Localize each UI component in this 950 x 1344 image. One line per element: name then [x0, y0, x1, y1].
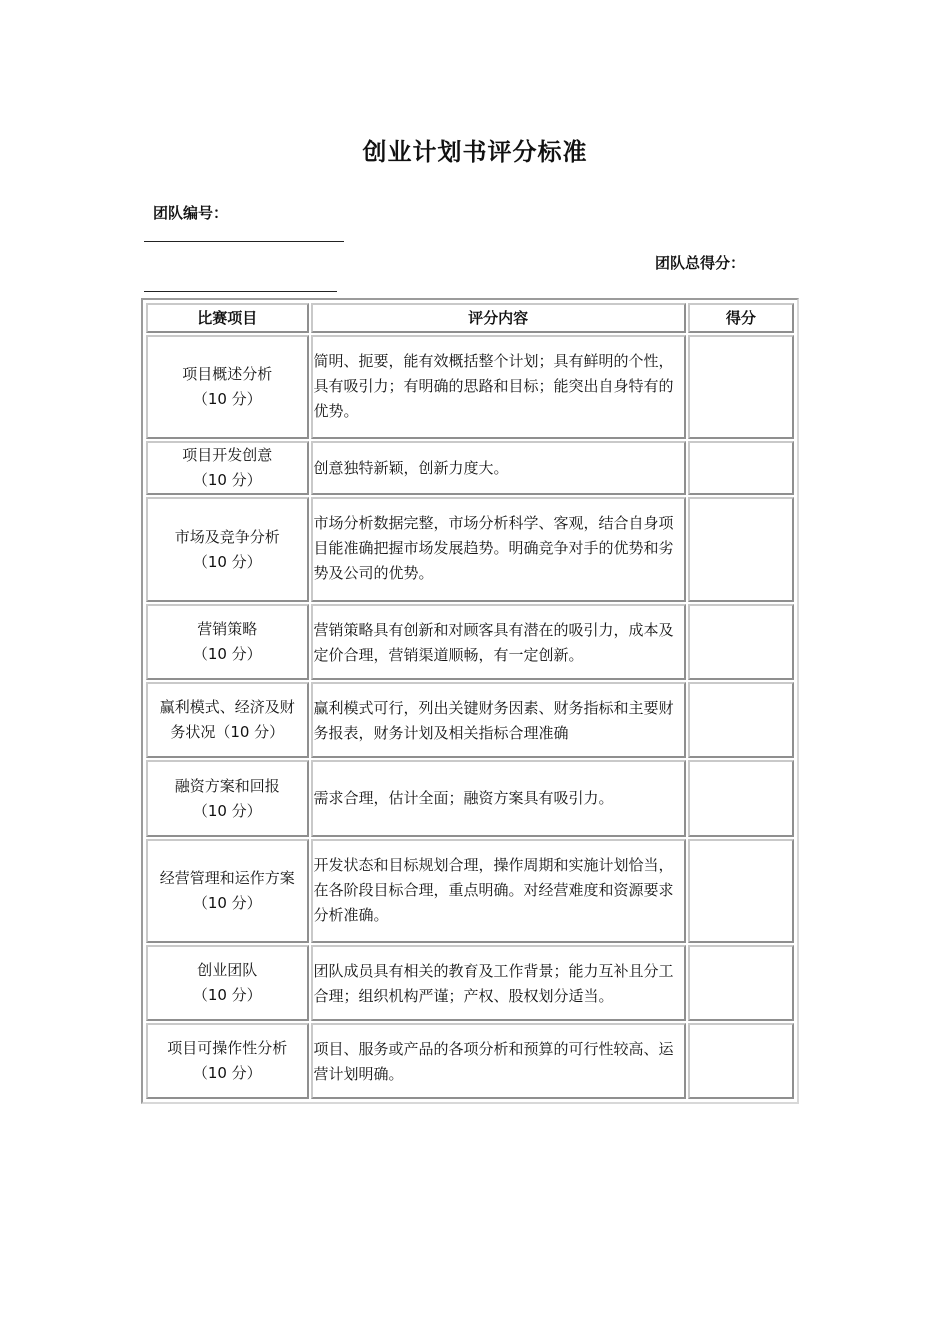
table-header-row	[146, 303, 794, 333]
table-row	[146, 839, 794, 943]
item-points: （10 分）	[192, 986, 262, 1004]
item-points: （10 分）	[192, 801, 262, 820]
score-cell[interactable]	[688, 760, 794, 837]
page-title: 创业计划书评分标准	[362, 138, 588, 166]
content-cell: 创意独特新颖，创新力度大。	[311, 441, 686, 495]
header-content: 评分内容	[311, 303, 686, 333]
content-cell: 团队成员具有相关的教育及工作背景；能力互补且分工合理；组织机构严谨；产权、股权划分适当。	[311, 945, 686, 1021]
header-item: 比赛项目	[146, 303, 309, 333]
content-cell: 赢利模式可行，列出关键财务因素、财务指标和主要财务报表，财务计划及相关指标合理准确	[311, 682, 686, 758]
table-row	[146, 682, 794, 758]
score-cell[interactable]	[688, 604, 794, 680]
table-row	[146, 335, 794, 439]
score-cell[interactable]	[688, 945, 794, 1021]
header-score: 得分	[688, 303, 794, 333]
item-cell	[146, 839, 309, 943]
table-row	[146, 497, 794, 602]
content-cell: 简明、扼要，能有效概括整个计划；具有鲜明的个性，具有吸引力；有明确的思路和目标；能突出自身特有的优势。	[311, 335, 686, 439]
item-cell	[146, 441, 309, 495]
content-cell: 项目、服务或产品的各项分析和预算的可行性较高、运营计划明确。	[311, 1023, 686, 1099]
score-cell[interactable]	[688, 682, 794, 758]
item-cell	[146, 604, 309, 680]
item-cell	[146, 335, 309, 439]
score-cell[interactable]	[688, 839, 794, 943]
score-cell[interactable]	[688, 497, 794, 602]
score-cell[interactable]	[688, 441, 794, 495]
item-points: （10 分）	[192, 645, 262, 663]
score-cell[interactable]	[688, 1023, 794, 1099]
item-name: 项目可操作性分析	[167, 1039, 288, 1057]
item-points: （10 分）	[192, 552, 262, 571]
item-name: 市场及竞争分析	[174, 527, 280, 546]
item-name: 营销策略	[197, 620, 258, 638]
score-cell[interactable]	[688, 335, 794, 439]
content-cell: 需求合理，估计全面；融资方案具有吸引力。	[311, 760, 686, 837]
item-cell	[146, 497, 309, 602]
table-row	[146, 441, 794, 495]
content-cell: 市场分析数据完整，市场分析科学、客观，结合自身项目能准确把握市场发展趋势。明确竞争对手的优势和劣势及公司的优势。	[311, 497, 686, 602]
total-score-blank-line	[144, 291, 337, 292]
team-number-label: 团队编号：	[153, 204, 229, 222]
table-row	[146, 604, 794, 680]
item-cell	[146, 945, 309, 1021]
table-row	[146, 945, 794, 1021]
item-points: 务状况（10 分）	[170, 723, 285, 741]
scoring-table	[141, 298, 799, 1104]
item-points: （10 分）	[192, 471, 262, 489]
item-points: （10 分）	[192, 1064, 262, 1082]
item-cell	[146, 760, 309, 837]
item-name: 赢利模式、经济及财	[159, 698, 295, 716]
item-name: 项目开发创意	[182, 446, 273, 464]
content-cell: 开发状态和目标规划合理，操作周期和实施计划恰当，在各阶段目标合理，重点明确。对经营难度和资源要求分析准确。	[311, 839, 686, 943]
item-cell	[146, 682, 309, 758]
item-points: （10 分）	[192, 894, 262, 912]
team-total-score-label: 团队总得分：	[655, 254, 746, 272]
item-cell	[146, 1023, 309, 1099]
item-name: 经营管理和运作方案	[159, 869, 295, 887]
item-name: 融资方案和回报	[174, 776, 280, 795]
item-name: 创业团队	[197, 961, 258, 979]
table-row	[146, 760, 794, 837]
item-points: （10 分）	[192, 390, 262, 408]
table-row	[146, 1023, 794, 1099]
team-number-blank-line	[144, 241, 344, 242]
content-cell: 营销策略具有创新和对顾客具有潜在的吸引力，成本及定价合理，营销渠道顺畅，有一定创新。	[311, 604, 686, 680]
item-name: 项目概述分析	[182, 365, 273, 383]
